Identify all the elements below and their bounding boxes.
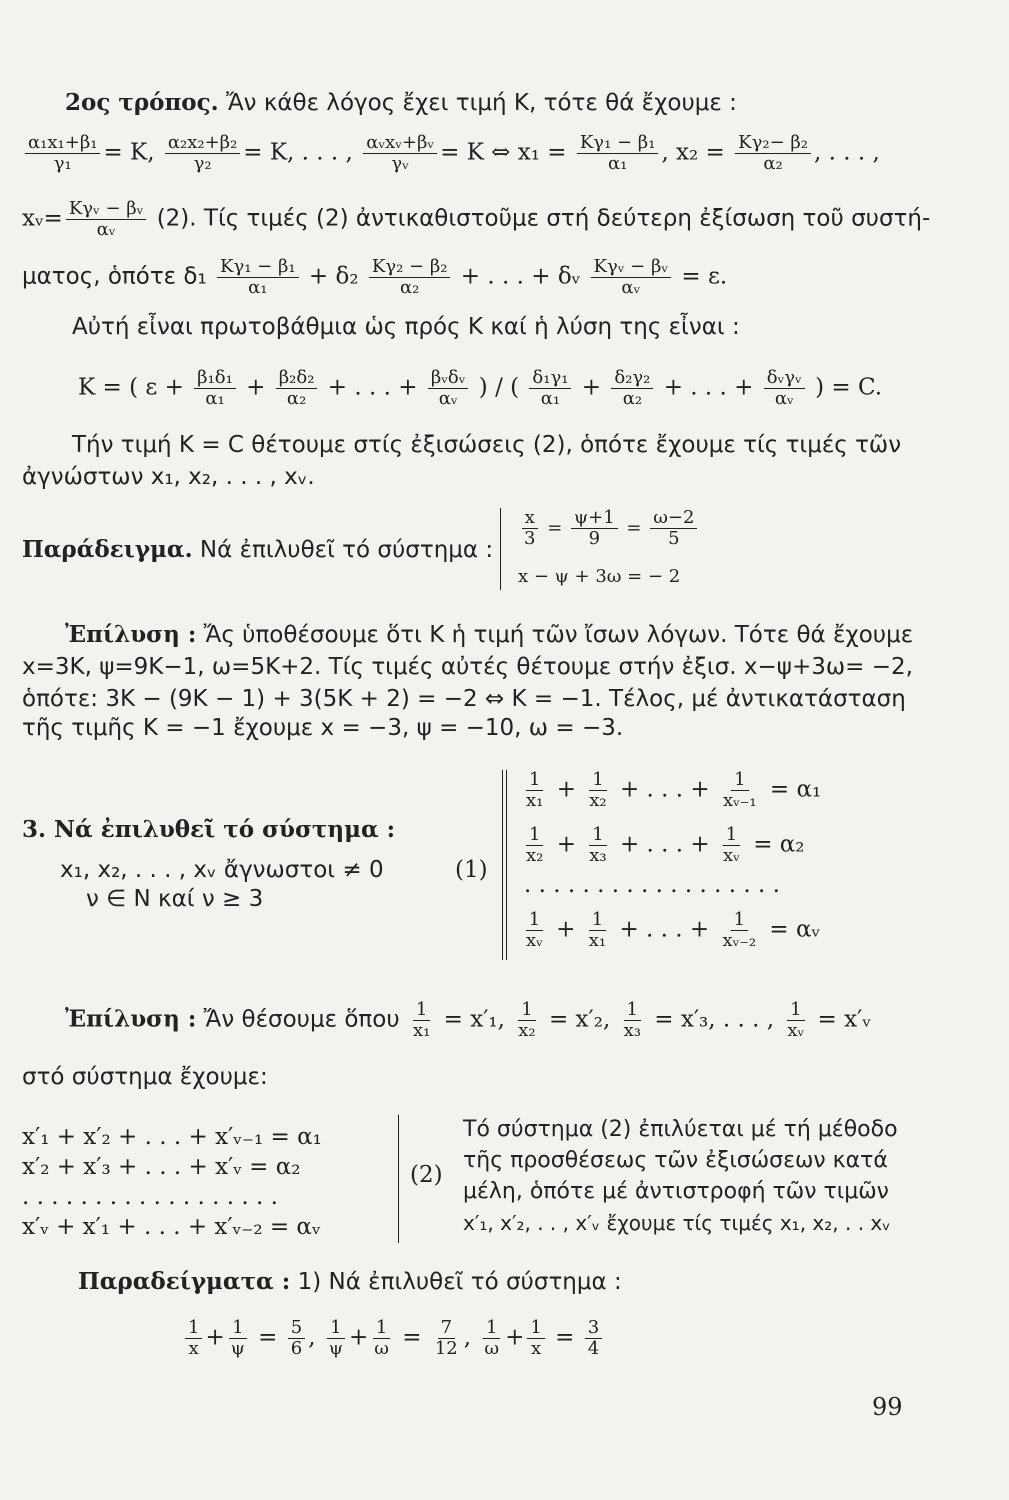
k-value-text-1: Τήν τιμή Κ = C θέτουμε στίς ἐξισώσεις (2), ὁπότε ἔχουμε τίς τιμές τῶν: [72, 432, 902, 458]
solution-1-line-1: Ἐπίλυση : Ἄς ὑποθέσουμε ὅτι Κ ἡ τιμή τῶν ἴσων λόγων. Τότε θά ἔχουμε: [65, 621, 914, 648]
fraction: $\frac{\text{δ₂γ₂}}{\text{α₂}}$: [611, 368, 653, 409]
fraction: $\frac{1}{\omega}$: [374, 1317, 389, 1359]
fraction: $\frac{1}{\text{x₂}}$: [589, 769, 607, 811]
problem-3-title: 3. Νά ἐπιλυθεῖ τό σύστημα :: [22, 816, 396, 843]
fraction: $\frac{\text{Κγ₂− β₂}}{\text{α₂}}$: [735, 133, 811, 174]
fraction: $\frac{1}{\text{xᵥ}}$: [526, 909, 543, 951]
example-row-2: x − ψ + 3ω = − 2: [518, 566, 681, 587]
system-2-row-3: x′ᵥ + x′₁ + . . . + x′ᵥ₋₂ = αᵥ: [22, 1214, 321, 1240]
fraction: $\frac{\text{Κγᵥ − βᵥ}}{\text{αᵥ}}$: [591, 257, 672, 298]
solution-1-line-4: τῆς τιμῆς Κ = −1 ἔχουμε x = −3, ψ = −10, ω = −3.: [22, 715, 624, 741]
system-2-row-2: x′₂ + x′₃ + . . . + x′ᵥ = α₂: [22, 1154, 301, 1180]
intro-text: Ἄν κάθε λόγος ἔχει τιμή Κ, τότε θά ἔχουμε :: [225, 90, 737, 116]
solution-2-line: Ἐπίλυση : Ἄν θέσουμε ὅπου $\frac{1}{\text{x₁}}$ = x′₁, $\frac{1}{\text{x₂}}$ = x′₂, $\frac{1}{\text{x₃}}$ = x′₃, . . . , $\frac{1}{\text{xᵥ}}$ = x′ᵥ: [65, 999, 871, 1041]
fraction: $\frac{1}{\text{x₃}}$: [623, 999, 641, 1041]
system-2-comment-2: τῆς προσθέσεως τῶν ἐξισώσεων κατά: [463, 1148, 888, 1173]
system-bracket: [398, 1115, 399, 1243]
system-1-row-3: $\frac{1}{\text{xᵥ}}$ + $\frac{1}{\text{x₁}}$ + . . . + $\frac{1}{\text{xᵥ₋₂}}$ = αᵥ: [520, 910, 820, 951]
fraction: $\frac{1}{\text{x₁}}$: [588, 909, 607, 951]
system-2-comment-3: μέλη, ὁπότε μέ ἀντιστροφή τῶν τιμῶν: [463, 1179, 889, 1204]
fraction: $\frac{1}{\psi}$: [230, 1317, 245, 1359]
fraction: $\frac{1}{\text{xᵥ}}$: [787, 999, 805, 1041]
system-1-dots: . . . . . . . . . . . . . . . . . .: [524, 872, 780, 898]
fraction: $\frac{\text{α₁x₁+β₁}}{\text{γ₁}}$: [25, 133, 100, 174]
system-1-row-1: $\frac{1}{\text{x₁}}$ + $\frac{1}{\text{x₂}}$ + . . . + $\frac{1}{\text{xᵥ₋₁}}$ = α₁: [520, 770, 821, 811]
ratio-equation-line: $\frac{\text{α₁x₁+β₁}}{\text{γ₁}}$ = Κ, $\frac{\text{α₂x₂+β₂}}{\text{γ₂}}$ = Κ, . . . , $\frac{\text{αᵥxᵥ+βᵥ}}{\text{γᵥ}}$ = Κ ⇔ x₁ = $\frac{\text{Κγ₁ − β₁}}{\text{α₁}}$ , x₂ = $\frac{\text{Κγ₂− β₂}}{\text{α₂}}$ , . . . ,: [22, 133, 880, 174]
system-bracket: [500, 508, 501, 590]
fraction: $\frac{5}{6}$: [288, 1318, 305, 1359]
k-formula: Κ = ( ε + $\frac{\text{β₁δ₁}}{\text{α₁}}$ + $\frac{\text{β₂δ₂}}{\text{α₂}}$ + . . . + $\frac{\text{βᵥδᵥ}}{\text{αᵥ}}$ ) / ( $\frac{\text{δ₁γ₁}}{\text{α₁}}$ + $\frac{\text{δ₂γ₂}}{\text{α₂}}$ + . . . + $\frac{\text{δᵥγᵥ}}{\text{αᵥ}}$ ) = C.: [78, 367, 883, 409]
problem-3-condition-2: ν ∈ Ν καί ν ≥ 3: [86, 886, 264, 912]
fraction: $\frac{1}{\text{x₁}}$: [412, 999, 431, 1041]
fraction: $\frac{1}{\text{x₂}}$: [526, 824, 544, 866]
fraction: $\frac{\text{βᵥδᵥ}}{\text{αᵥ}}$: [428, 368, 469, 409]
fraction: $\frac{1}{\text{xᵥ}}$: [723, 824, 740, 866]
problem-3-condition-1: x₁, x₂, . . . , xᵥ ἄγνωστοι ≠ 0: [60, 857, 384, 883]
system-1-row-2: $\frac{1}{\text{x₂}}$ + $\frac{1}{\text{x₃}}$ + . . . + $\frac{1}{\text{xᵥ}}$ = α₂: [520, 825, 805, 866]
fraction: $\frac{1}{\text{xᵥ₋₂}}$: [722, 909, 757, 951]
solution-1-line-2: x=3Κ, ψ=9Κ−1, ω=5Κ+2. Τίς τιμές αὐτές θέτουμε στήν ἐξισ. x−ψ+3ω= −2,: [22, 654, 913, 680]
system-2-dots: . . . . . . . . . . . . . . . . . .: [22, 1184, 278, 1210]
fraction: $\frac{1}{\text{x₁}}$: [526, 769, 544, 811]
fraction: $\frac{\text{β₂δ₂}}{\text{α₂}}$: [276, 368, 318, 409]
fraction: $\frac{\text{α₂x₂+β₂}}{\text{γ₂}}$: [165, 133, 240, 174]
page-number: 99: [872, 1393, 903, 1421]
k-value-text-2: ἀγνώστων x₁, x₂, . . . , xᵥ.: [22, 464, 315, 490]
xv-substitution-line: xᵥ= $\frac{\text{Κγᵥ − βᵥ}}{\text{αᵥ}}$ (2). Τίς τιμές (2) ἀντικαθιστοῦμε στή δεύτερη ἐξίσωση τοῦ συστή-: [22, 198, 931, 240]
fraction: $\frac{\text{Κγ₁ − β₁}}{\text{α₁}}$: [577, 133, 659, 174]
fraction: $\frac{\psi+1}{9}$: [571, 508, 618, 549]
fraction: $\frac{\text{Κγᵥ − βᵥ}}{\text{αᵥ}}$: [66, 199, 147, 240]
fraction: $\frac{1}{x}$: [527, 1318, 544, 1359]
problem-3-label: (1): [455, 857, 488, 883]
solution-1-line-3: ὁπότε: 3Κ − (9Κ − 1) + 3(5Κ + 2) = −2 ⇔ Κ = −1. Τέλος, μέ ἀντικατάσταση: [22, 686, 906, 712]
example-heading: Παράδειγμα. Νά ἐπιλυθεῖ τό σύστημα :: [22, 536, 494, 563]
fraction: $\frac{3}{4}$: [585, 1318, 602, 1359]
solution-2-after: στό σύστημα ἔχουμε:: [22, 1064, 268, 1090]
fraction: $\frac{\text{β₁δ₁}}{\text{α₁}}$: [194, 368, 236, 409]
fraction: $\frac{\omega-2}{5}$: [650, 508, 697, 549]
fraction: $\frac{\text{δ₁γ₁}}{\text{α₁}}$: [529, 368, 571, 409]
fraction: $\frac{\text{αᵥxᵥ+βᵥ}}{\text{γᵥ}}$: [363, 133, 437, 174]
system-2-label: (2): [410, 1162, 443, 1188]
fraction: $\frac{\text{Κγ₁ − β₁}}{\text{α₁}}$: [217, 257, 299, 298]
fraction: $\frac{1}{x}$: [185, 1318, 202, 1359]
system-2-row-1: x′₁ + x′₂ + . . . + x′ᵥ₋₁ = α₁: [22, 1124, 322, 1150]
fraction: $\frac{\text{δᵥγᵥ}}{\text{αᵥ}}$: [764, 368, 805, 409]
intro-line: [65, 88, 737, 118]
fraction: $\frac{\text{Κγ₂ − β₂}}{\text{α₂}}$: [369, 257, 451, 298]
examples-heading: Παραδείγματα : 1) Νά ἐπιλυθεῖ τό σύστημα :: [78, 1268, 622, 1295]
fraction: $\frac{7}{12}$: [434, 1317, 458, 1359]
system-2-comment-1: Τό σύστημα (2) ἐπιλύεται μέ τή μέθοδο: [463, 1117, 898, 1142]
fraction: $\frac{1}{\text{xᵥ₋₁}}$: [723, 769, 757, 811]
fraction: $\frac{1}{\text{x₂}}$: [518, 999, 536, 1041]
fraction: $\frac{1}{\psi}$: [328, 1317, 343, 1359]
examples-equation: $\frac{1}{x}$ + $\frac{1}{\psi}$ = $\frac{5}{6}$ , $\frac{1}{\psi}$ + $\frac{1}{\omega}$ = $\frac{7}{12}$ , $\frac{1}{\omega}$ + $\frac{1}{x}$ = $\frac{3}{4}$: [182, 1318, 605, 1359]
fraction: $\frac{1}{\omega}$: [484, 1317, 500, 1359]
system-2-comment-4: x′₁, x′₂, . . , x′ᵥ ἔχουμε τίς τιμές x₁, x₂, . . xᵥ: [463, 1211, 891, 1235]
example-row-1: $\frac{x}{3}$ = $\frac{\psi+1}{9}$ = $\frac{\omega-2}{5}$: [518, 508, 700, 549]
system-bracket: [506, 770, 507, 960]
second-equation-line: ματος, ὁπότε δ₁ $\frac{\text{Κγ₁ − β₁}}{\text{α₁}}$ + δ₂ $\frac{\text{Κγ₂ − β₂}}{\text{α₂}}$ + . . . + δᵥ $\frac{\text{Κγᵥ − βᵥ}}{\text{αᵥ}}$ = ε.: [22, 256, 728, 298]
linear-equation-note: Αὐτή εἶναι πρωτοβάθμια ὡς πρός Κ καί ἡ λύση της εἶναι :: [72, 314, 740, 340]
system-bracket: [502, 770, 503, 960]
fraction: $\frac{1}{\text{x₃}}$: [589, 824, 607, 866]
fraction: $\frac{x}{3}$: [521, 508, 538, 549]
method-heading: 2ος τρόπος.: [65, 89, 219, 116]
